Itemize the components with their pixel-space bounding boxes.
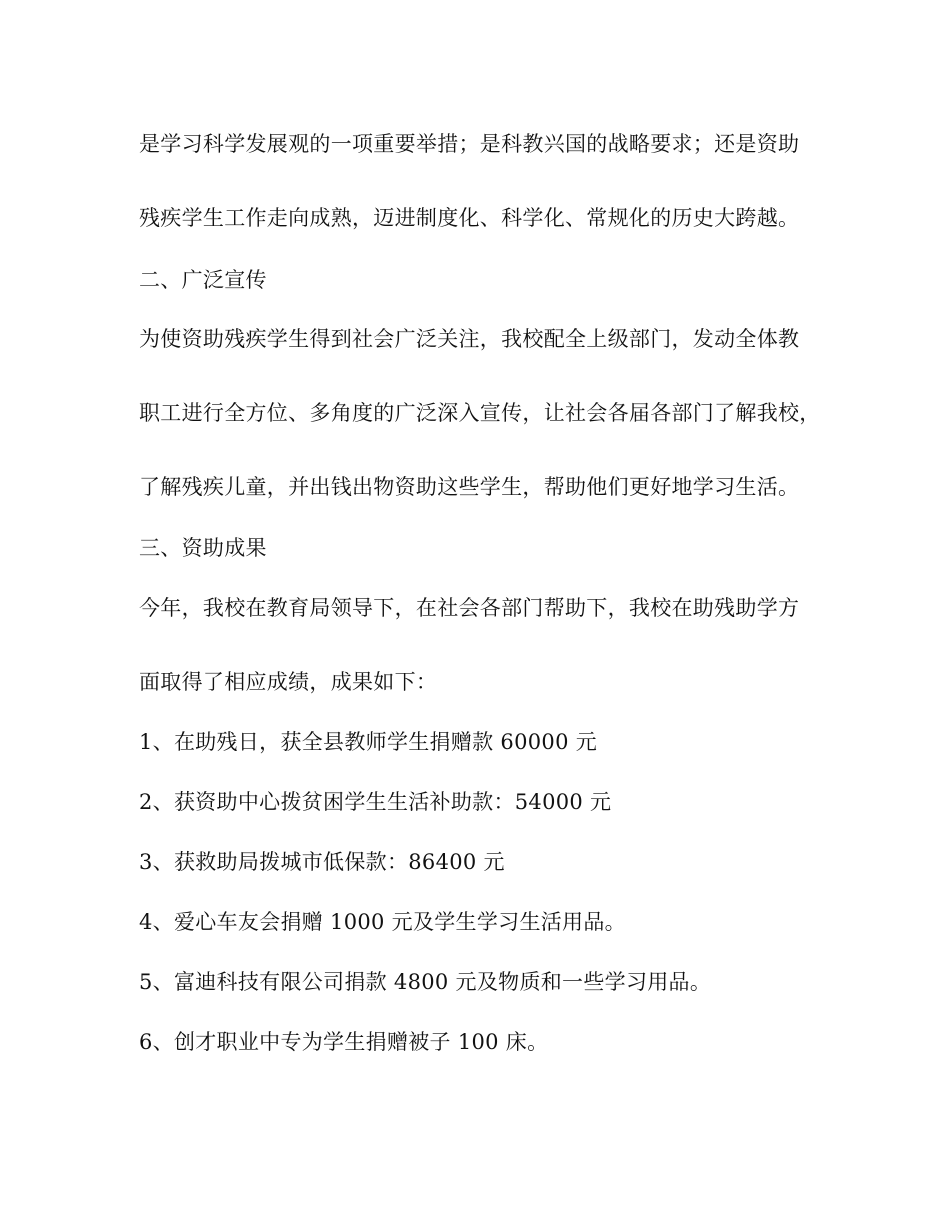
paragraph-line: 是学习科学发展观的一项重要举措；是科教兴国的战略要求；还是资助 xyxy=(139,132,800,156)
list-item: 2、获资助中心拨贫困学生生活补助款：54000 元 xyxy=(139,790,612,814)
list-item: 4、爱心车友会捐赠 1000 元及学生学习生活用品。 xyxy=(139,910,626,934)
paragraph-line: 了解残疾儿童，并出钱出物资助这些学生，帮助他们更好地学习生活。 xyxy=(139,475,800,499)
section-heading: 二、广泛宣传 xyxy=(139,268,267,292)
list-item: 6、创才职业中专为学生捐赠被子 100 床。 xyxy=(139,1030,549,1054)
paragraph-line: 为使资助残疾学生得到社会广泛关注，我校配全上级部门，发动全体教 xyxy=(139,327,800,351)
paragraph-line: 残疾学生工作走向成熟，迈进制度化、科学化、常规化的历史大跨越。 xyxy=(139,206,800,230)
list-item: 3、获救助局拨城市低保款：86400 元 xyxy=(139,850,505,874)
paragraph-line: 今年，我校在教育局领导下，在社会各部门帮助下，我校在助残助学方 xyxy=(139,596,800,620)
paragraph-line: 职工进行全方位、多角度的广泛深入宣传，让社会各届各部门了解我校， xyxy=(139,401,821,425)
paragraph-line: 面取得了相应成绩，成果如下： xyxy=(139,670,438,694)
list-item: 1、在助残日，获全县教师学生捐赠款 60000 元 xyxy=(139,730,598,754)
list-item: 5、富迪科技有限公司捐款 4800 元及物质和一些学习用品。 xyxy=(139,970,712,994)
section-heading: 三、资助成果 xyxy=(139,536,267,560)
